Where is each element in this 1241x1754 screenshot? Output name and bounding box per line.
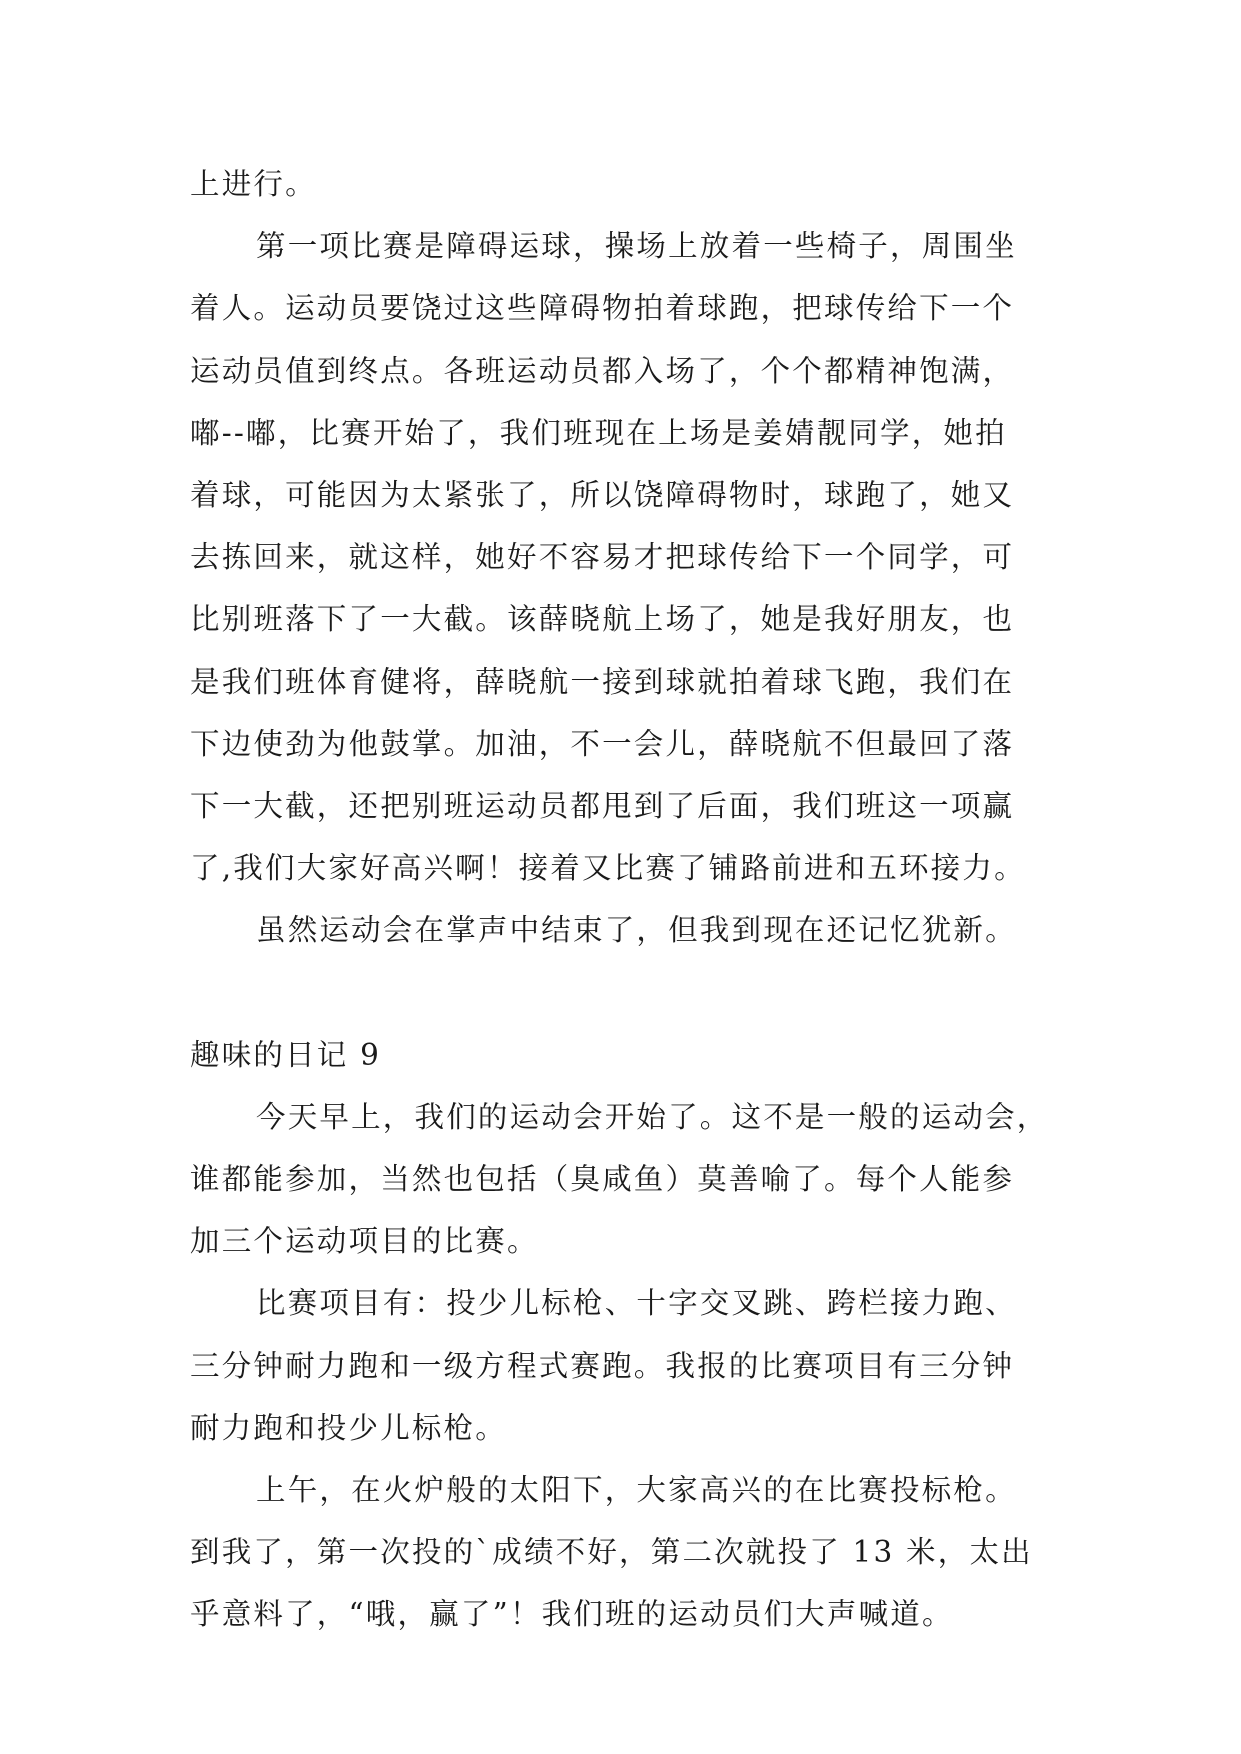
paragraph-line: 上进行。 bbox=[190, 167, 317, 201]
paragraph-line: 比赛项目有：投少儿标枪、十字交叉跳、跨栏接力跑、 bbox=[256, 1286, 1017, 1321]
paragraph-line: 比别班落下了一大截。该薛晓航上场了，她是我好朋友，也 bbox=[190, 602, 1015, 637]
paragraph-line: 了,我们大家好高兴啊！接着又比赛了铺路前进和五环接力。 bbox=[190, 851, 1026, 886]
paragraph-line: 到我了，第一次投的`成绩不好，第二次就投了 13 米，太出 bbox=[190, 1535, 1033, 1570]
paragraph-line: 谁都能参加，当然也包括（臭咸鱼）莫善喻了。每个人能参 bbox=[190, 1162, 1015, 1196]
section-gap bbox=[190, 961, 1090, 1023]
paragraph-line: 今天早上，我们的运动会开始了。这不是一般的运动会， bbox=[256, 1099, 1049, 1134]
paragraph-line: 虽然运动会在掌声中结束了，但我到现在还记忆犹新。 bbox=[256, 913, 1017, 948]
section-title: 趣味的日记 9 bbox=[190, 1037, 382, 1072]
paragraph-line: 第一项比赛是障碍运球，操场上放着一些椅子，周围坐 bbox=[256, 229, 1017, 264]
paragraph-line: 下一大截，还把别班运动员都甩到了后面，我们班这一项赢 bbox=[190, 788, 1015, 823]
paragraph-line: 着球，可能因为太紧张了，所以饶障碍物时，球跑了，她又 bbox=[190, 477, 1015, 512]
paragraph-line: 是我们班体育健将，薛晓航一接到球就拍着球飞跑，我们在 bbox=[190, 664, 1015, 699]
paragraph-line: 嘟--嘟，比赛开始了，我们班现在上场是姜婧靓同学，她拍 bbox=[190, 415, 1007, 450]
paragraph-line: 乎意料了，“哦，赢了”！我们班的运动员们大声喊道。 bbox=[190, 1597, 954, 1632]
paragraph-line: 下边使劲为他鼓掌。加油，不一会儿，薛晓航不但最回了落 bbox=[190, 726, 1015, 761]
paragraph-line: 耐力跑和投少儿标枪。 bbox=[190, 1410, 508, 1445]
paragraph-line: 运动员值到终点。各班运动员都入场了，个个都精神饱满， bbox=[190, 353, 1015, 388]
paragraph-line: 上午，在火炉般的太阳下，大家高兴的在比赛投标枪。 bbox=[256, 1472, 1017, 1507]
paragraph-line: 三分钟耐力跑和一级方程式赛跑。我报的比赛项目有三分钟 bbox=[190, 1348, 1015, 1383]
paragraph-line: 着人。运动员要饶过这些障碍物拍着球跑，把球传给下一个 bbox=[190, 291, 1015, 326]
document-body bbox=[190, 153, 1090, 1646]
paragraph-line: 去拣回来，就这样，她好不容易才把球传给下一个同学，可 bbox=[190, 540, 1015, 575]
paragraph-line: 加三个运动项目的比赛。 bbox=[190, 1224, 539, 1259]
